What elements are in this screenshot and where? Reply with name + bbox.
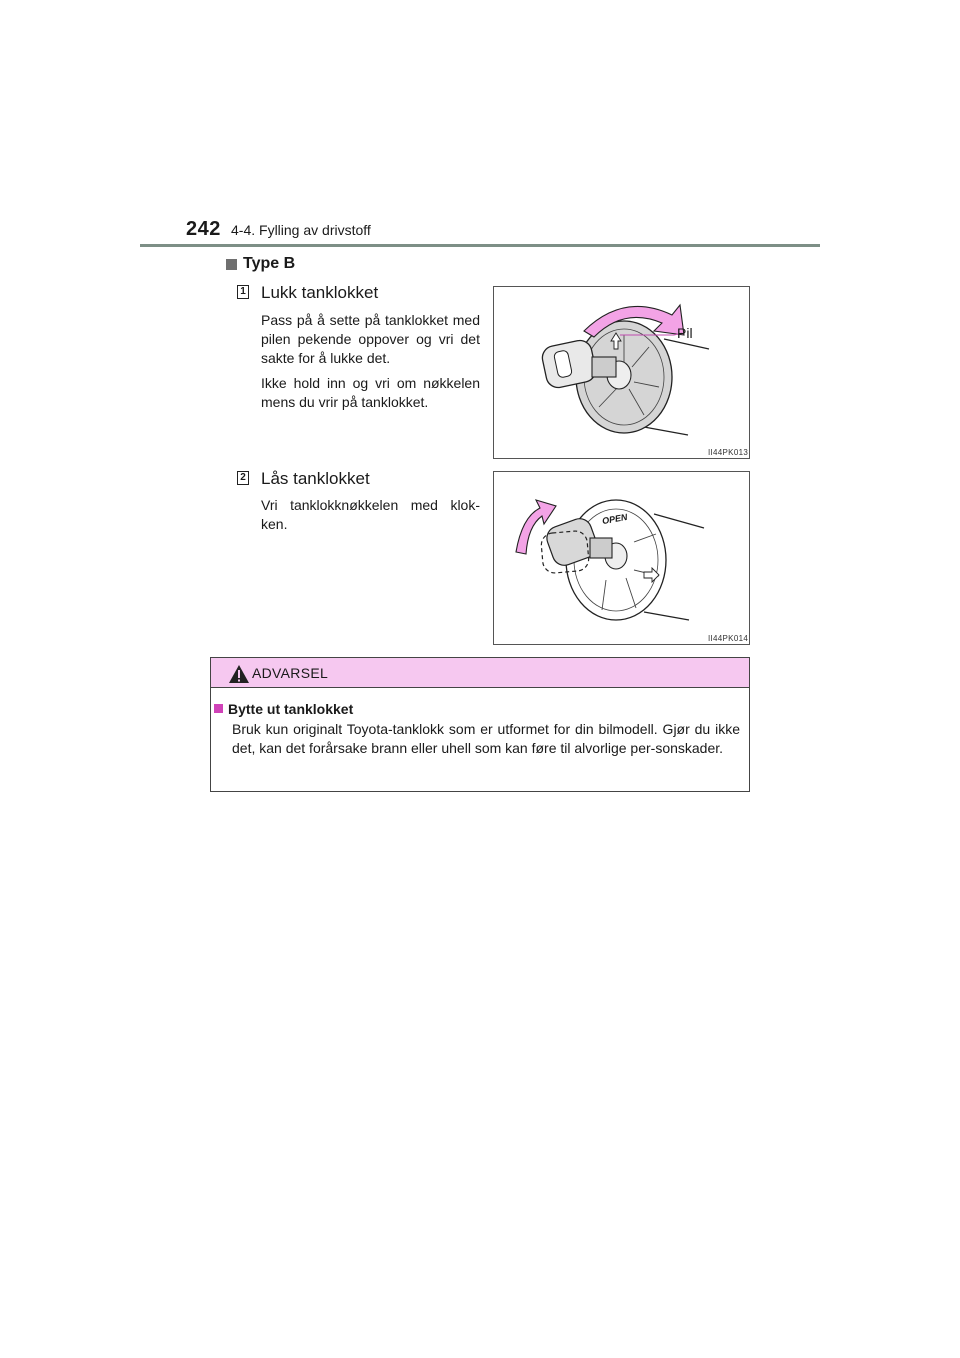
warning-box: [210, 657, 750, 792]
warning-bullet-icon: [214, 704, 223, 713]
step-2-badge: 2: [237, 471, 249, 485]
section-marker-icon: [226, 259, 237, 270]
figure-code: II44PK013: [708, 448, 749, 457]
warning-text: Bruk kun originalt Toyota-tanklokk som er utformet for din bilmodell. Gjør du ikke det, kan det forårsake brann eller uhell som kan føre til alvorlige per-sonskader.: [232, 721, 740, 756]
warning-triangle-icon: [228, 664, 250, 684]
open-label: OPEN: [601, 511, 629, 527]
arrow-label: Pil: [677, 325, 693, 341]
page-number: 242: [186, 218, 221, 240]
figure-close-fuel-cap: [493, 286, 750, 459]
figure-lock-fuel-cap: [493, 471, 750, 645]
warning-header: [211, 658, 749, 688]
fuel-cap-close-illustration: [494, 287, 749, 458]
step-2-body: [261, 496, 480, 540]
step-2-paragraph: Vri tanklokknøkkelen med klok-ken.: [261, 497, 480, 532]
step-1-paragraph: Ikke hold inn og vri om nøkkelen mens du vrir på tanklokket.: [261, 375, 480, 410]
section-title: Type B: [243, 255, 296, 272]
step-1-body: [261, 311, 480, 418]
step-2-title: Lås tanklokket: [261, 469, 370, 488]
step-1-badge: 1: [237, 285, 249, 299]
warning-subtitle: Bytte ut tanklokket: [228, 701, 354, 717]
warning-title: ADVARSEL: [252, 665, 329, 681]
fuel-cap-lock-illustration: [494, 472, 749, 644]
step-1-title: Lukk tanklokket: [261, 283, 379, 302]
header-divider: [140, 244, 820, 247]
figure-code: II44PK014: [708, 634, 749, 643]
step-1-paragraph: Pass på å sette på tanklokket med pilen pekende oppover og vri det sakte for å lukke det.: [261, 312, 480, 366]
chapter-title: 4-4. Fylling av drivstoff: [231, 222, 371, 238]
